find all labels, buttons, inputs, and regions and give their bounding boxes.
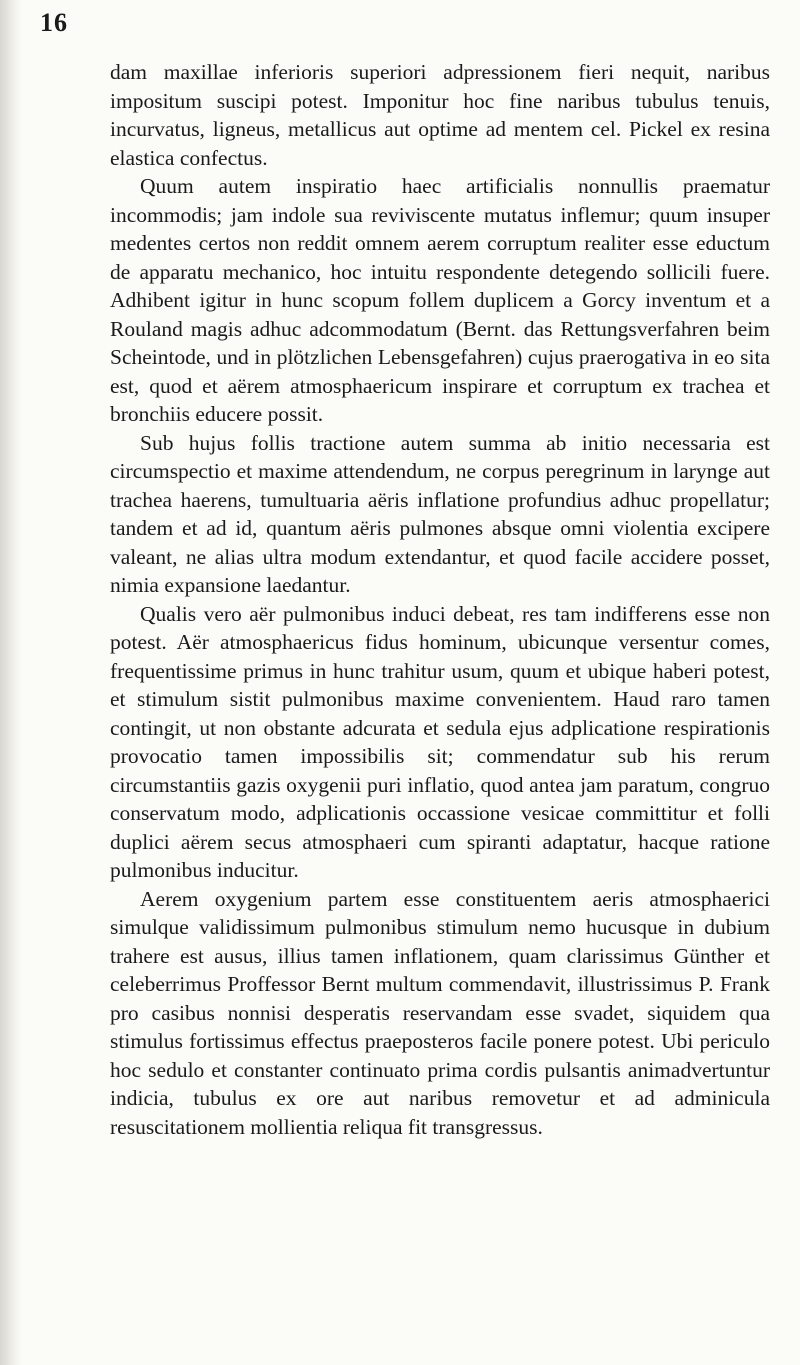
paragraph-4: Qualis vero aër pulmonibus induci debeat, res tam indifferens esse non potest. Aër atmosphaericus fidus hominum, ubicunque versentur comes, frequentissime primus in hunc trahitur usum, quum et ubique haberi potest, et stimulum sistit pulmonibus maxime convenientem. Haud raro tamen contingit, ut non obstante adcurata et sedula ejus adplicatione respirationis provocatio tamen impossibilis sit; commendatur sub his rerum circumstantiis gazis oxygenii puri inflatio, quod antea jam paratum, congruo conservatum modo, adplicationis occassione vesicae committitur et folli duplici aërem secus atmosphaeri cum spiranti adaptatur, hacque ratione pulmonibus inducitur. (110, 601, 770, 882)
paragraph-2: Quum autem inspiratio haec artificialis nonnullis praematur incommodis; jam indole sua reviviscente mutatus inflemur; quum insuper medentes certos non reddit omnem aerem corruptum realiter esse eductum de apparatu mechanico, hoc intuitu respondente detegendo sollicili fuere. Adhibent igitur in hunc scopum follem duplicem a Gorcy inventum et a Rouland magis adhuc adcommodatum (Bernt. das Rettungsverfahren beim Scheintode, und in plötzlichen Lebensgefahren) cujus praerogativa in eo sita est, quod et aërem atmosphaericum inspirare et corruptum ex trachea et bronchiis educere possit. (110, 174, 770, 426)
body-text (110, 58, 770, 1141)
page-number: 16 (40, 8, 68, 37)
page-gutter-shadow (0, 0, 22, 1365)
paragraph-3: Sub hujus follis tractione autem summa ab initio necessaria est circumspectio et maxime attendendum, ne corpus peregrinum in larynge aut trachea haerens, tumultuaria aëris inflatione profundius adhuc propellatur; tandem et ad id, quantum aëris pulmones absque omni violentia excipere valeant, ne alias ultra modum extendantur, et quod facile accidere posset, nimia expansione laedantur. (110, 430, 770, 597)
paragraph-5: Aerem oxygenium partem esse constituentem aeris atmosphaerici simulque validissimum pulmonibus stimulum nemo hucusque in dubium trahere est ausus, illius tamen inflationem, quam clarissimus Günther et celeberrimus Proffessor Bernt multum commendavit, illustrissimus P. Frank pro casibus nonnisi desperatis reservandam esse svadet, siquidem qua stimulus fortissimus effectus praeposteros facile ponere potest. Ubi periculo hoc sedulo et constanter continuato prima cordis pulsantis animadvertuntur indicia, tubulus ex ore aut naribus removetur et ad adminicula resuscitationem mollientia reliqua fit transgressus. (110, 886, 770, 1139)
paragraph-1: dam maxillae inferioris superiori adpressionem fieri nequit, naribus impositum suscipi potest. Imponitur hoc fine naribus tubulus tenuis, incurvatus, ligneus, metallicus aut optime ad mentem cel. Pickel ex resina elastica confectus. (110, 60, 770, 170)
